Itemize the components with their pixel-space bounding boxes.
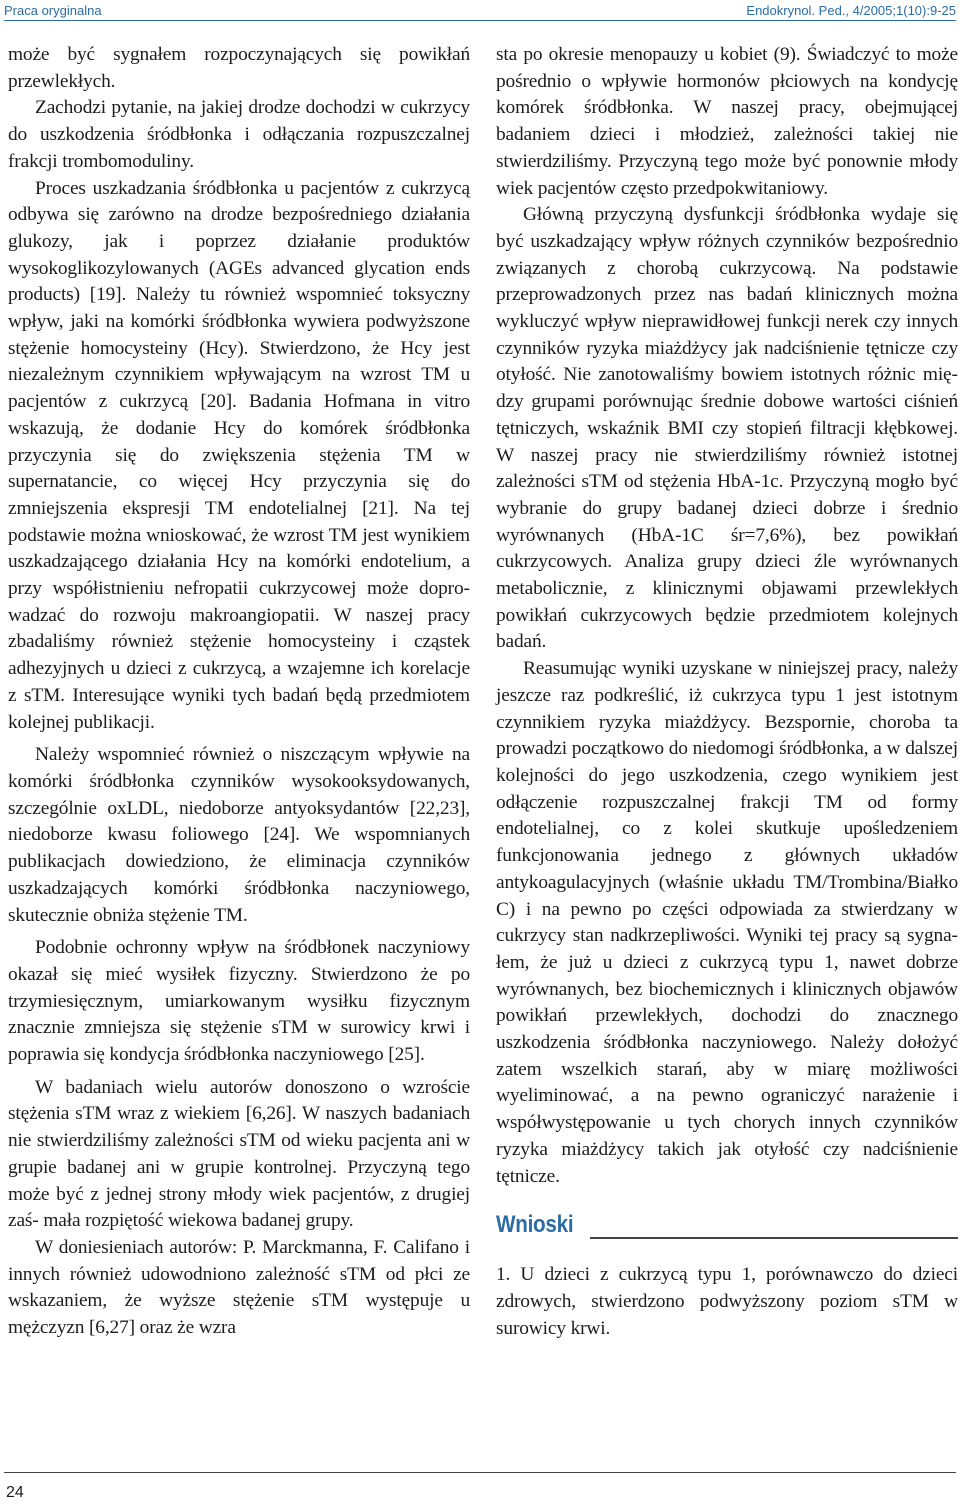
article-type-label: Praca oryginalna: [4, 3, 102, 18]
journal-citation: Endokrynol. Ped., 4/2005;1(10):9-25: [746, 3, 956, 18]
paragraph: Należy wspomnieć również o niszczącym wpływie na komórki śródbłonka czynników wysokooksydowanych, szczególnie oxLDL, niedoborze antyoksydantów [22,23], niedoborze kwasu foliowego [24]. We wspomnianych publikacjach dowiedziono, że eliminacja czynników uszkadzających komórki śródbłonka naczyniowego, skutecznie obniża stężenie TM.: [8, 744, 470, 926]
right-column: [496, 42, 958, 1342]
paragraph: Reasumując wyniki uzyskane w niniejszej pracy, należy jeszcze raz podkreślić, iż cukrzyca typu 1 jest istotnym czynnikiem ryzyka miażdżycy. Bezspornie, choroba ta prowadzi początkowo do niedomogi śródbłonka, a w dalszej kolejności do jego uszkodzenia, czego wynikiem jest odłączenie rozpuszczalnej frakcji TM od formy endotelialnej, co z kolei skutkuje upośledzeniem funkcjonowania jednego z głównych układów antykoagulacyjnych (właśnie układu TM/Trombina/Białko C) i na pewno po części odpowiada za stwierdzany w cukrzycy stan nadkrzepliwości. Wyniki tej pracy są sygnałem, że już u dzieci z cukrzycą typu 1, nawet dobrze wyrównanych, bez biochemicznych i klinicznych objawów powikłań przewlekłych, dochodzi do znacznego uszkodzenia śródbłonka naczyniowego. Należy dołożyć zatem wszelkich starań, aby w miarę możliwości wyeliminować, a na pewno ograniczyć narażenie i współwystępowanie u tych chorych innych czynników ryzyka miażdżycy takich jak otyłość czy nadciśnienie tętnicze.: [496, 658, 958, 1187]
paragraph: W badaniach wielu autorów donoszono o wzroście stężenia sTM wraz z wiekiem [6,26]. W naszych badaniach nie stwierdziliśmy zależności sTM od wieku pacjenta ani w grupie badanej ani w grupie kontrolnej. Przyczyną tego może być z jednej strony młody wiek pacjentów, z drugiej zaś- mała rozpiętość wiekowa badanej grupy.: [8, 1076, 470, 1232]
footer-divider: [4, 1472, 956, 1473]
paragraph: W doniesieniach autorów: P. Marckmanna, F. Califano i innych również udowodniono zależność sTM od płci ze wskazaniem, że wyższe stężenie sTM występuje u mężczyzn [6,27] oraz że wzra: [8, 1236, 470, 1339]
section-heading: [496, 1212, 958, 1248]
conclusion-item: 1. U dzieci z cukrzycą typu 1, porównawczo do dzieci zdrowych, stwierdzono podwyższony poziom sTM w surowicy krwi.: [496, 1264, 958, 1339]
left-column: [8, 42, 470, 1342]
paragraph: Proces uszkadzania śródbłonka u pacjentów z cukrzycą odbywa się zarówno na drodze bezpośredniego działania glukozy, jak i poprzez działanie produktów wysokoglikozylowanych (AGEs advanced glycation ends products) [19]. Należy tu również wspomnieć toksyczny wpływ, jaki na komórki śródbłonka wywiera podwyższone stężenie homocysteiny (Hcy). Stwierdzono, że Hcy jest niezależnym czynnikiem wpływającym na wzrost TM u pacjentów z cukrzycą [20]. Badania Hofmana in vitro wskazują, że dodanie Hcy do komórek śródbłonka przyczynia się do zwiększenia stężenia TM w supernatancie, co więcej Hcy przyczynia się do zmniejszenia ekspresji TM endotelialnej [21]. Na tej podstawie można wnioskować, że wzrost TM jest wynikiem uszkadzającego działania Hcy na komórki endotelium, a przy współistnieniu nefropatii cukrzycowej może doprowadzać do rozwoju makroangiopatii. W naszej pracy zbadaliśmy również stężenie homocysteiny i cząstek adhezyjnych u dzieci z cukrzycą, a wzajemne ich korelacje z sTM. Interesujące wyniki tych badań będą przedmiotem kolejnej publikacji.: [8, 177, 470, 733]
paragraph: Główną przyczyną dysfunkcji śródbłonka wydaje się być uszkadzający wpływ różnych czynników bezpośrednio związanych z chorobą cukrzycową. Na podstawie przeprowadzonych przez nas badań klinicznych można wykluczyć wpływ nieprawidłowej funkcji nerek czy innych czynników ryzyka miażdżycy jak nadciśnienie tętnicze czy otyłość. Nie zanotowaliśmy bowiem istotnych różnic między grupami porównując średnie dobowe wartości ciśnień tętniczych, wskaźnik BMI czy stopień filtracji kłębkowej. W naszej pracy nie stwierdziliśmy również istotnej zależności sTM od stężenia HbA-1c. Przyczyną mogło być wybranie do grupy badanej dzieci dobrze i średnio wyrównanych (HbA-1C śr=7,6%), bez powikłań cukrzycowych. Analiza grupy dzieci źle wyrównanych metabolicznie, z klinicznymi objawami przewlekłych powikłań cukrzycowych będzie przedmiotem kolejnych badań.: [496, 204, 958, 653]
paragraph: Zachodzi pytanie, na jakiej drodze dochodzi w cukrzycy do uszkodzenia śródbłonka i odłączania rozpuszczalnej frakcji trombomoduliny.: [8, 97, 470, 172]
paragraph: sta po okresie menopauzy u kobiet (9). Świadczyć to może pośrednio o wpływie hormonów płciowych na kondycję komórek śródbłonka. W naszej pracy, obejmującej badaniem dzieci i młodzież, zależności takiej nie stwierdziliśmy. Przyczyną tego może być ponownie młody wiek pacjentów często przedpokwitaniowy.: [496, 44, 958, 199]
section-heading-rule: [590, 1237, 958, 1239]
header-divider: [4, 20, 956, 21]
paragraph: Podobnie ochronny wpływ na śródbłonek naczyniowy okazał się mieć wysiłek fizyczny. Stwierdzono że po trzymiesięcznym, umiarkowanym wysiłku fizycznym znacznie zmniejsza się stężenie sTM w surowicy krwi i poprawia się kondycja śródbłonka naczyniowego [25].: [8, 937, 470, 1066]
running-header: [0, 0, 960, 20]
page-number: 24: [6, 1484, 24, 1501]
section-title: Wnioski: [496, 1211, 574, 1239]
conclusions-list: [496, 1262, 958, 1342]
paragraph: może być sygnałem rozpoczynających się powikłań przewlekłych.: [8, 44, 470, 92]
page-footer: [0, 1462, 960, 1505]
